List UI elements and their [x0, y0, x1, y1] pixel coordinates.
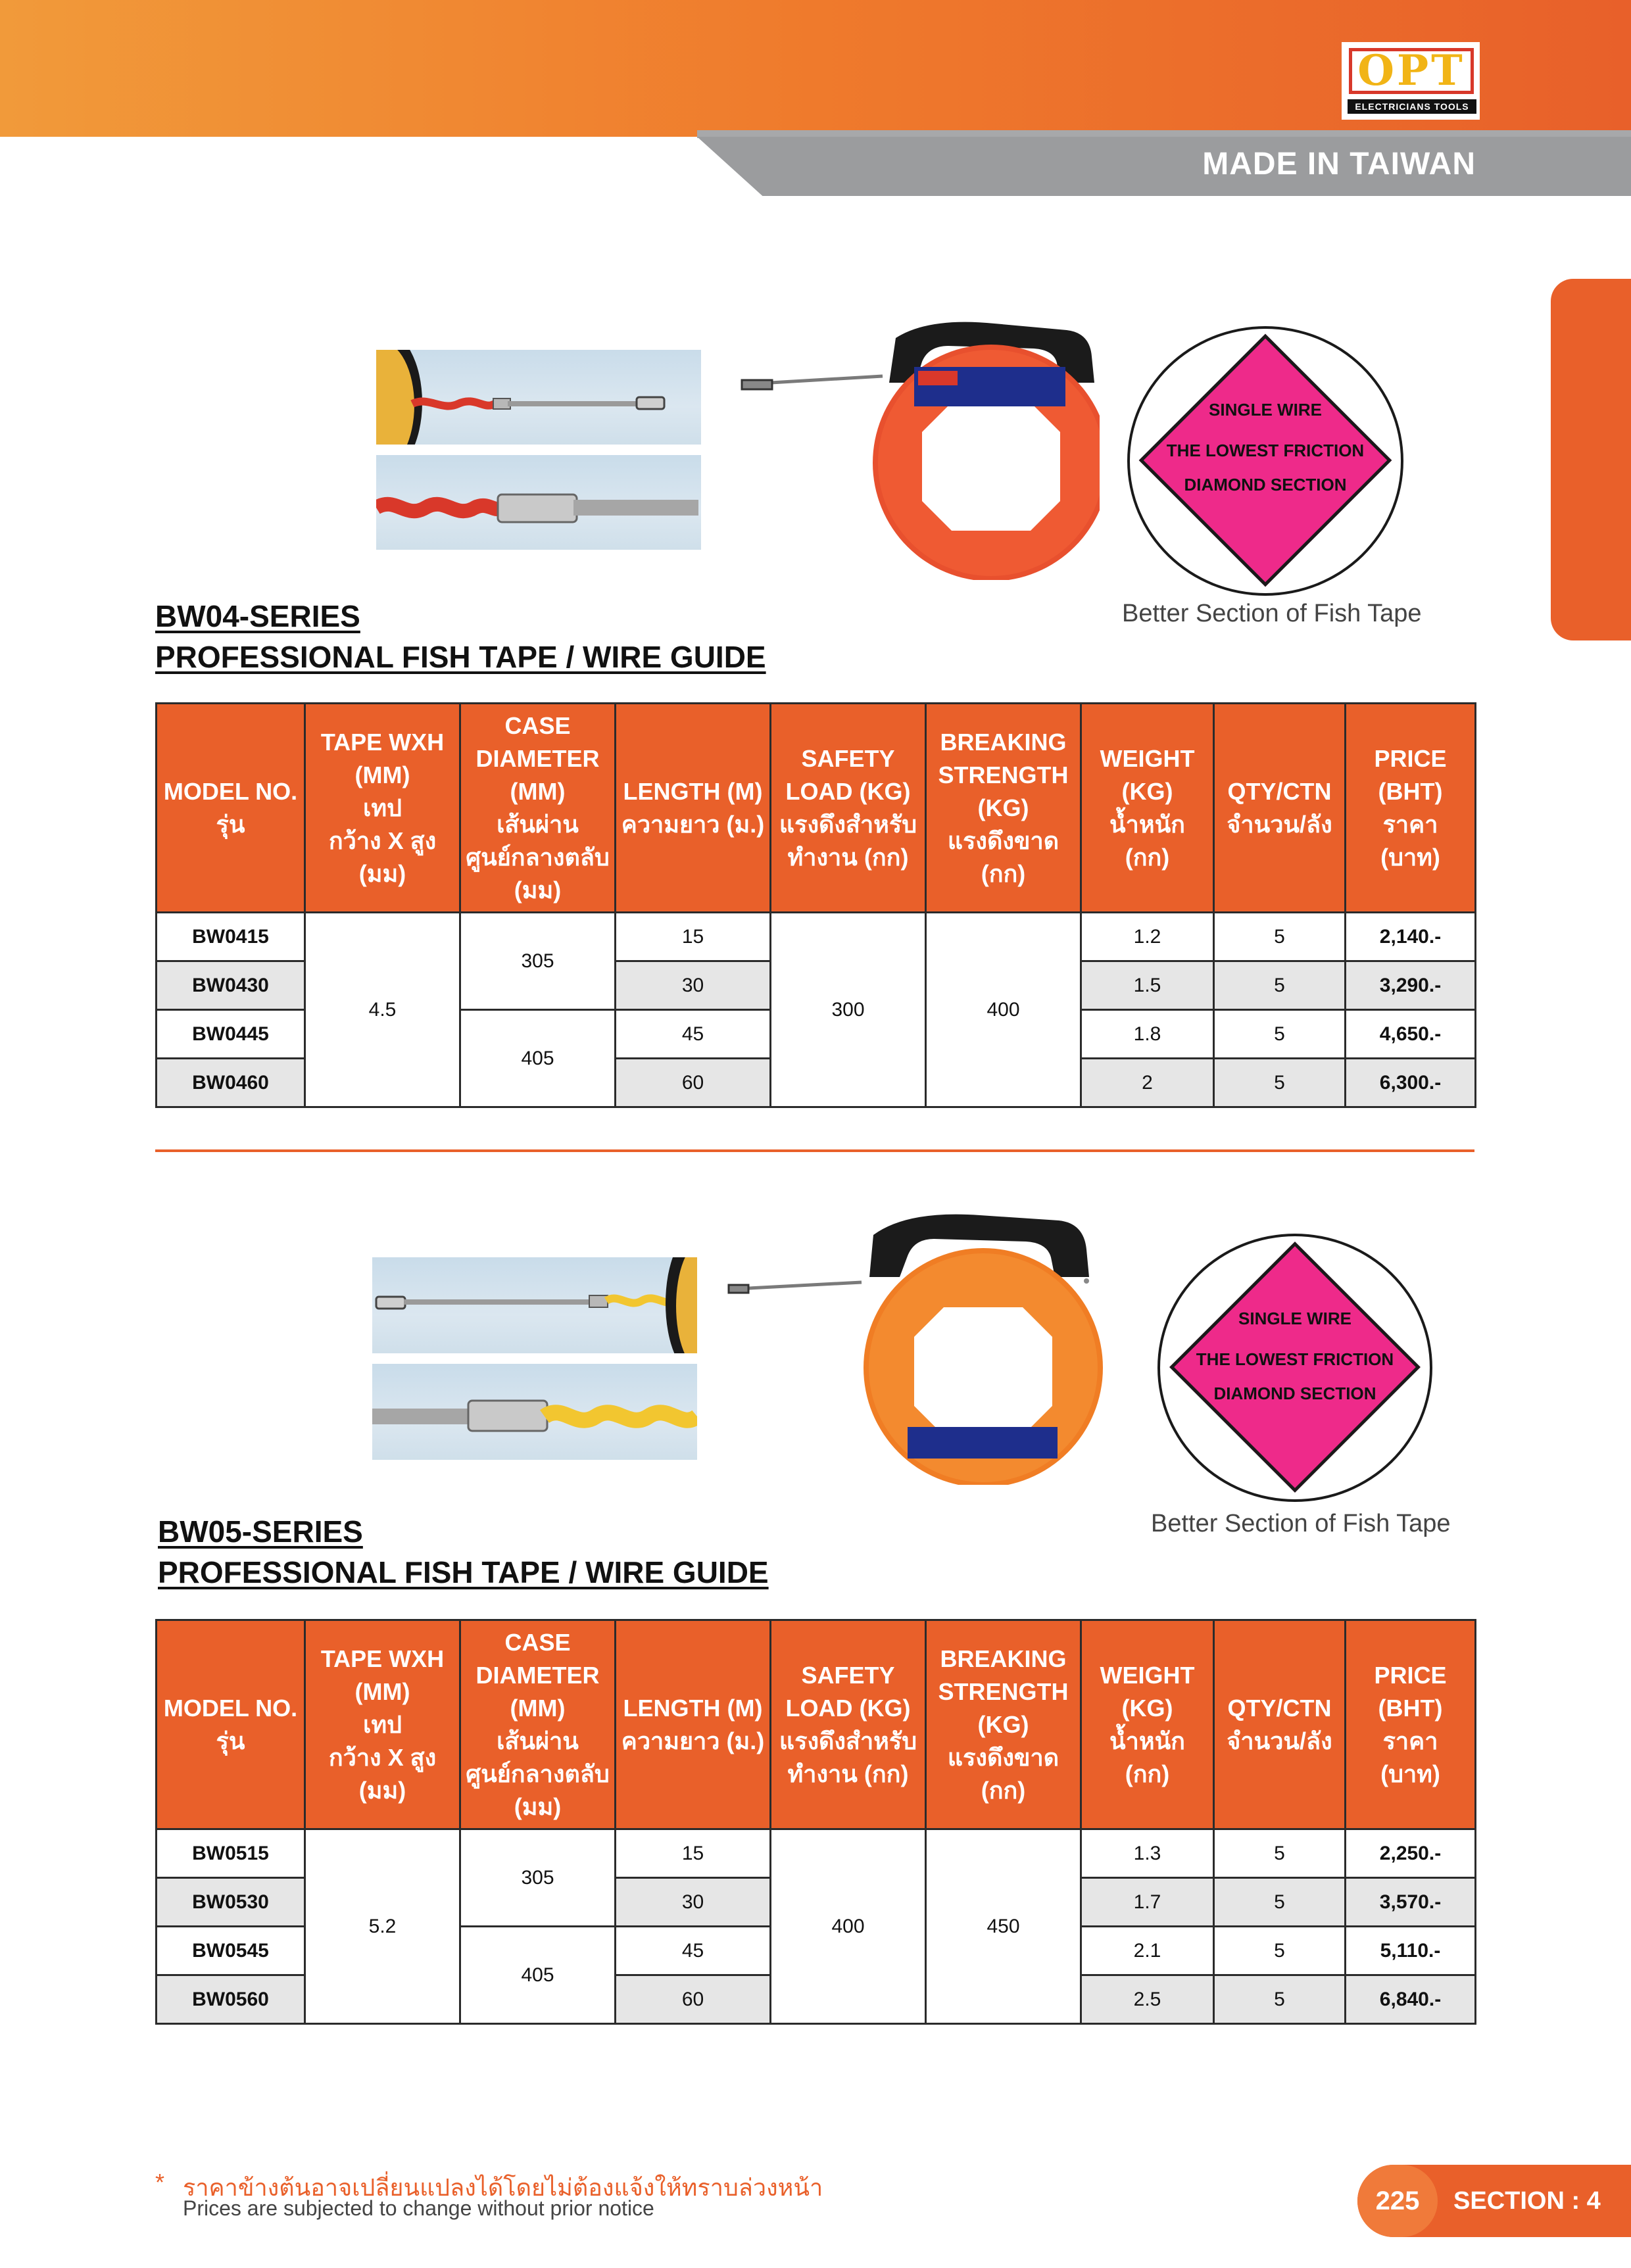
table-row: [157, 1829, 1476, 1878]
col-price: PRICE (BHT) ราคา (บาท): [1346, 1620, 1476, 1829]
case-cell: 305: [460, 1829, 616, 1927]
tape-connector-illustration: [372, 1364, 697, 1460]
col-safety: SAFETY LOAD (KG) แรงดึงสำหรับ ทำงาน (กก): [771, 704, 926, 913]
badge-line-3: DIAMOND SECTION: [1213, 1384, 1376, 1403]
section-divider: [155, 1149, 1474, 1152]
header-subbar: [697, 137, 1631, 196]
col-price: PRICE (BHT) ราคา (บาท): [1346, 704, 1476, 913]
badge-line-2: THE LOWEST FRICTION: [1196, 1349, 1394, 1369]
length-cell: 45: [616, 1010, 771, 1059]
series-name: BW04-SERIES: [155, 599, 360, 633]
qty-cell: 5: [1214, 1829, 1346, 1878]
reel-illustration: [731, 304, 1100, 580]
weight-cell: 1.8: [1081, 1010, 1214, 1059]
reel-illustration: [723, 1195, 1105, 1485]
length-cell: 30: [616, 1878, 771, 1927]
series-title: PROFESSIONAL FISH TAPE / WIRE GUIDE: [158, 1555, 769, 1589]
col-case: CASE DIAMETER (MM) เส้นผ่าน ศูนย์กลางตลับ (มม): [460, 1620, 616, 1829]
safety-cell: 400: [771, 1829, 926, 2024]
model-cell: BW0415: [157, 913, 305, 961]
badge-line-1: SINGLE WIRE: [1238, 1309, 1351, 1328]
col-safety: SAFETY LOAD (KG) แรงดึงสำหรับ ทำงาน (กก): [771, 1620, 926, 1829]
footnote-thai: ราคาข้างต้นอาจเปลี่ยนแปลงได้โดยไม่ต้องแจ้งให้ทราบล่วงหน้า: [183, 2174, 823, 2201]
table-row: [157, 913, 1476, 961]
col-breaking: BREAKING STRENGTH (KG) แรงดึงขาด (กก): [926, 1620, 1081, 1829]
section-side-tab: [1551, 279, 1631, 640]
series-name: BW05-SERIES: [158, 1514, 363, 1549]
tape-cell: 5.2: [305, 1829, 460, 2024]
footnote-star: *: [155, 2169, 165, 2196]
model-cell: BW0560: [157, 1975, 305, 2024]
fish-tape-reel-2: [723, 1195, 1105, 1485]
weight-cell: 2.1: [1081, 1927, 1214, 1975]
weight-cell: 2.5: [1081, 1975, 1214, 2024]
model-cell: BW0545: [157, 1927, 305, 1975]
series-title: PROFESSIONAL FISH TAPE / WIRE GUIDE: [155, 640, 766, 674]
price-cell: 6,300.-: [1346, 1059, 1476, 1107]
length-cell: 30: [616, 961, 771, 1010]
weight-cell: 1.5: [1081, 961, 1214, 1010]
col-tape: TAPE WXH (MM) เทป กว้าง X สูง (มม): [305, 704, 460, 913]
length-cell: 60: [616, 1975, 771, 2024]
opt-logo: [1342, 42, 1480, 120]
table-header-row: [157, 704, 1476, 913]
badge-line-2: THE LOWEST FRICTION: [1166, 441, 1365, 460]
weight-cell: 1.2: [1081, 913, 1214, 961]
case-cell: 305: [460, 913, 616, 1010]
length-cell: 15: [616, 1829, 771, 1878]
length-cell: 15: [616, 913, 771, 961]
qty-cell: 5: [1214, 1927, 1346, 1975]
caption-better-section-1: Better Section of Fish Tape: [1122, 600, 1422, 627]
col-weight: WEIGHT (KG) น้ำหนัก (กก): [1081, 704, 1214, 913]
badge-line-3: DIAMOND SECTION: [1184, 475, 1347, 495]
logo-tagline: ELECTRICIANS TOOLS: [1348, 99, 1476, 114]
diamond-section-badge-1: [1127, 326, 1403, 596]
breaking-cell: 450: [926, 1829, 1081, 2024]
price-cell: 4,650.-: [1346, 1010, 1476, 1059]
col-weight: WEIGHT (KG) น้ำหนัก (กก): [1081, 1620, 1214, 1829]
col-breaking: BREAKING STRENGTH (KG) แรงดึงขาด (กก): [926, 704, 1081, 913]
price-cell: 5,110.-: [1346, 1927, 1476, 1975]
qty-cell: 5: [1214, 1878, 1346, 1927]
col-length: LENGTH (M) ความยาว (ม.): [616, 1620, 771, 1829]
logo-wordmark: OPT: [1349, 48, 1474, 94]
col-model: MODEL NO. รุ่น: [157, 704, 305, 913]
qty-cell: 5: [1214, 913, 1346, 961]
length-cell: 45: [616, 1927, 771, 1975]
price-cell: 3,290.-: [1346, 961, 1476, 1010]
spec-table-bw05: [155, 1619, 1476, 2025]
tape-tip-illustration: [376, 350, 701, 445]
series-heading-2: [158, 1511, 769, 1593]
model-cell: BW0445: [157, 1010, 305, 1059]
page-number: 225: [1357, 2165, 1438, 2237]
model-cell: BW0460: [157, 1059, 305, 1107]
case-cell: 405: [460, 1010, 616, 1107]
price-cell: 3,570.-: [1346, 1878, 1476, 1927]
tape-tip-illustration: [372, 1257, 697, 1353]
model-cell: BW0515: [157, 1829, 305, 1878]
caption-better-section-2: Better Section of Fish Tape: [1151, 1510, 1451, 1537]
col-case: CASE DIAMETER (MM) เส้นผ่าน ศูนย์กลางตลับ (มม): [460, 704, 616, 913]
price-cell: 2,250.-: [1346, 1829, 1476, 1878]
fish-tape-reel-1: [731, 304, 1100, 580]
tape-connector-illustration: [376, 455, 701, 550]
tape-closeup-photo-1b: [376, 455, 701, 550]
spec-table-bw04: [155, 702, 1476, 1108]
col-qty: QTY/CTN จำนวน/ลัง: [1214, 704, 1346, 913]
tape-closeup-photo-2a: [372, 1257, 697, 1353]
weight-cell: 2: [1081, 1059, 1214, 1107]
tape-closeup-photo-2b: [372, 1364, 697, 1460]
col-model: MODEL NO. รุ่น: [157, 1620, 305, 1829]
qty-cell: 5: [1214, 1975, 1346, 2024]
breaking-cell: 400: [926, 913, 1081, 1107]
col-qty: QTY/CTN จำนวน/ลัง: [1214, 1620, 1346, 1829]
length-cell: 60: [616, 1059, 771, 1107]
price-cell: 6,840.-: [1346, 1975, 1476, 2024]
model-cell: BW0430: [157, 961, 305, 1010]
price-cell: 2,140.-: [1346, 913, 1476, 961]
col-length: LENGTH (M) ความยาว (ม.): [616, 704, 771, 913]
weight-cell: 1.3: [1081, 1829, 1214, 1878]
section-label: SECTION : 4: [1453, 2187, 1601, 2215]
tape-cell: 4.5: [305, 913, 460, 1107]
qty-cell: 5: [1214, 961, 1346, 1010]
series-heading-1: [155, 596, 766, 677]
col-tape: TAPE WXH (MM) เทป กว้าง X สูง (มม): [305, 1620, 460, 1829]
qty-cell: 5: [1214, 1010, 1346, 1059]
safety-cell: 300: [771, 913, 926, 1107]
tape-closeup-photo-1a: [376, 350, 701, 445]
case-cell: 405: [460, 1927, 616, 2024]
weight-cell: 1.7: [1081, 1878, 1214, 1927]
model-cell: BW0530: [157, 1878, 305, 1927]
qty-cell: 5: [1214, 1059, 1346, 1107]
footnote-english: Prices are subjected to change without prior notice: [183, 2196, 654, 2220]
diamond-section-badge-2: [1157, 1234, 1432, 1502]
table-header-row: [157, 1620, 1476, 1829]
badge-line-1: SINGLE WIRE: [1209, 400, 1322, 420]
made-in-label: MADE IN TAIWAN: [1202, 147, 1476, 181]
